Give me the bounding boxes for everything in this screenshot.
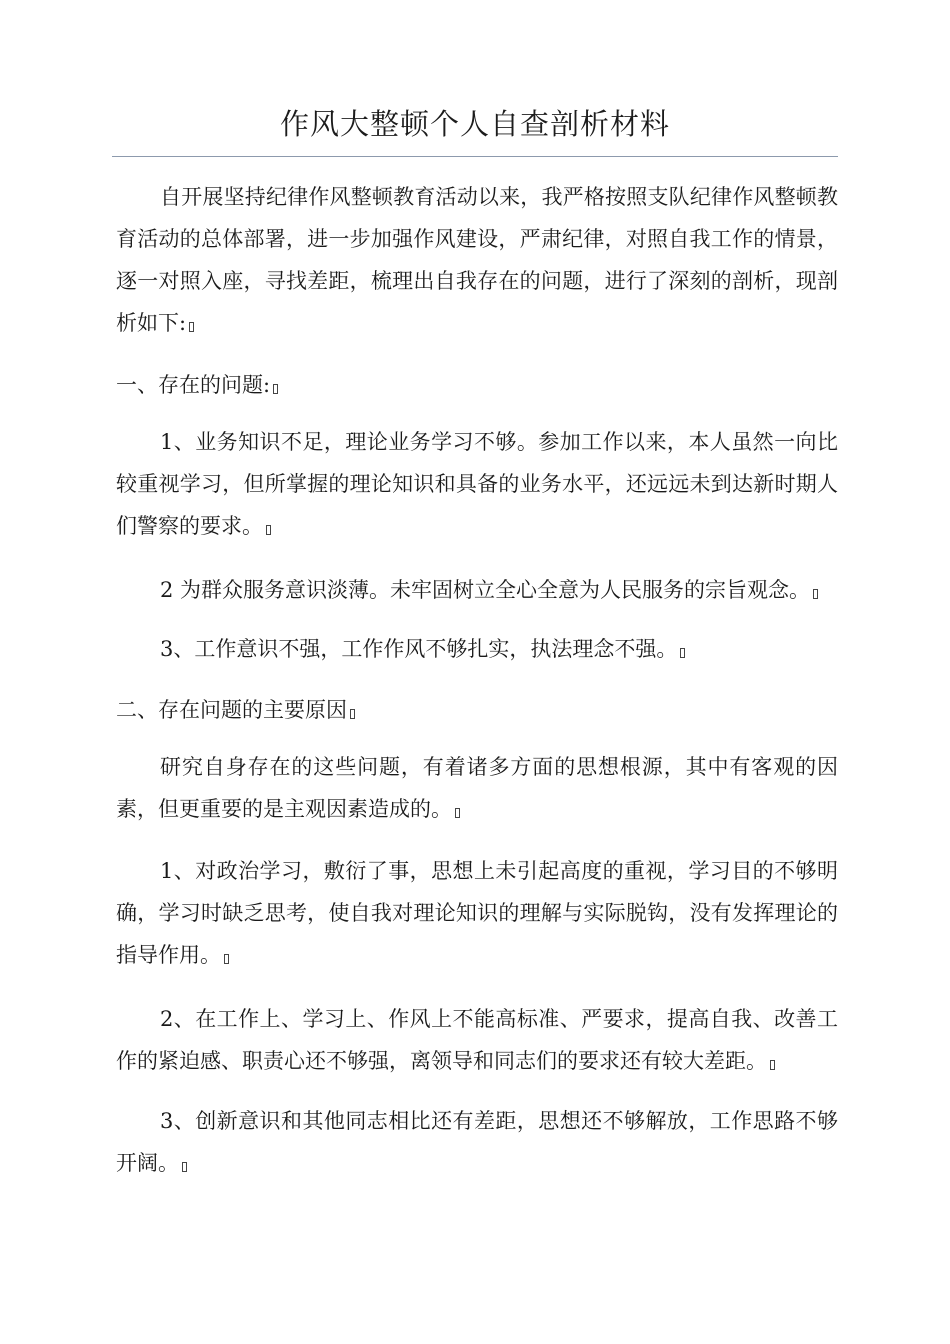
cause-item-2	[116, 998, 838, 1082]
paragraph-mark-icon	[455, 808, 460, 818]
paragraph-mark-icon	[770, 1060, 775, 1070]
paragraph-mark-icon	[350, 709, 355, 719]
cause-item-3	[116, 1100, 838, 1184]
problem-item-3	[116, 628, 838, 670]
paragraph-mark-icon	[182, 1162, 187, 1172]
paragraph-text: 2、在工作上、学习上、作风上不能高标准、严要求，提高自我、改善工作的紧迫感、职责心还不够强，离领导和同志们的要求还有较大差距。	[116, 1007, 838, 1073]
problem-item-2	[116, 569, 838, 611]
paragraph-text: 自开展坚持纪律作风整顿教育活动以来，我严格按照支队纪律作风整顿教育活动的总体部署，进一步加强作风建设，严肃纪律，对照自我工作的情景，逐一对照入座，寻找差距，梳理出自我存在的问题，进行了深刻的剖析，现剖析如下:	[116, 185, 838, 335]
paragraph-mark-icon	[266, 525, 271, 535]
document-title: 作风大整顿个人自查剖析材料	[279, 107, 670, 141]
paragraph-text: 研究自身存在的这些问题，有着诸多方面的思想根源，其中有客观的因素，但更重要的是主观因素造成的。	[116, 755, 838, 821]
paragraph-text: 3、工作意识不强，工作作风不够扎实，执法理念不强。	[160, 637, 678, 661]
paragraph-text: 1、对政治学习，敷衍了事，思想上未引起高度的重视，学习目的不够明确，学习时缺乏思考，使自我对理论知识的理解与实际脱钩，没有发挥理论的指导作用。	[116, 859, 838, 967]
paragraph-text: 1、业务知识不足，理论业务学习不够。参加工作以来，本人虽然一向比较重视学习，但所掌握的理论知识和具备的业务水平，还远远未到达新时期人们警察的要求。	[116, 430, 838, 538]
section-heading-causes	[116, 689, 838, 731]
paragraph-text: 二、存在问题的主要原因	[116, 698, 347, 722]
causes-intro	[116, 746, 838, 830]
paragraph-mark-icon	[189, 322, 194, 332]
cause-item-1	[116, 850, 838, 976]
paragraph-mark-icon	[273, 384, 278, 394]
paragraph-text: 一、存在的问题:	[116, 373, 271, 397]
paragraph-mark-icon	[224, 954, 229, 964]
paragraph-text: 2 为群众服务意识淡薄。未牢固树立全心全意为人民服务的宗旨观念。	[160, 578, 811, 602]
paragraph-mark-icon	[813, 589, 818, 599]
intro-paragraph	[116, 176, 838, 344]
title-divider	[112, 156, 838, 157]
paragraph-mark-icon	[680, 648, 685, 658]
section-heading-problems	[116, 364, 838, 406]
problem-item-1	[116, 421, 838, 547]
paragraph-text: 3、创新意识和其他同志相比还有差距，思想还不够解放，工作思路不够开阔。	[116, 1109, 838, 1175]
